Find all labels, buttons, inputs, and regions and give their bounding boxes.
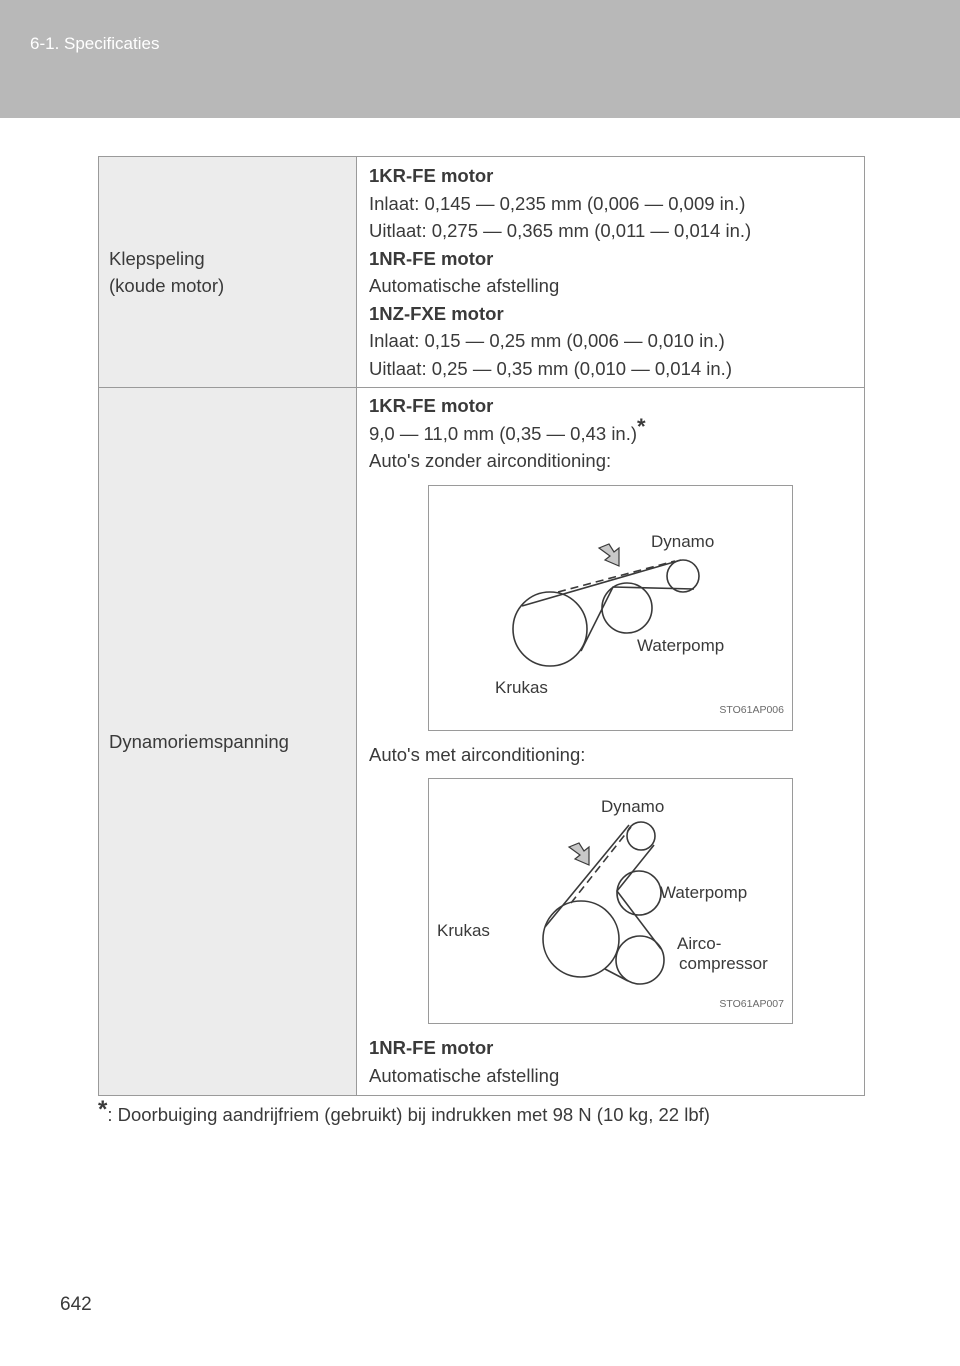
table-row-klepspeling — [99, 157, 865, 388]
spec-line: Inlaat: 0,15 — 0,25 mm (0,006 — 0,010 in.) — [369, 330, 725, 351]
engine-heading: 1KR-FE motor — [369, 165, 494, 186]
belt-diagram-no-ac — [428, 485, 793, 731]
spec-line: Uitlaat: 0,275 — 0,365 mm (0,011 — 0,014 in.) — [369, 220, 752, 241]
label-line: (koude motor) — [109, 275, 225, 296]
dynamo-pulley — [667, 560, 699, 592]
engine-heading: 1NR-FE motor — [369, 247, 494, 269]
crankshaft-pulley — [543, 901, 619, 977]
label-dynamo: Dynamo — [651, 531, 715, 551]
engine-heading: 1KR-FE motor — [369, 395, 494, 416]
section-title: 6-1. Specificaties — [30, 34, 160, 53]
belt-routing-drawing — [429, 486, 792, 730]
waterpump-pulley — [602, 583, 652, 633]
row-label-dynamoriemspanning: Dynamoriemspanning — [99, 388, 357, 1096]
row-value-klepspeling — [357, 157, 865, 388]
engine-heading: 1NZ-FXE motor — [369, 302, 504, 324]
row-label-klepspeling — [99, 157, 357, 388]
crankshaft-pulley — [513, 592, 587, 666]
label-airco: Airco- — [677, 934, 722, 953]
belt-deflection-spec: 9,0 — 11,0 mm (0,35 — 0,43 in.) — [369, 422, 638, 444]
push-arrow — [599, 544, 619, 566]
label-dynamo: Dynamo — [601, 797, 665, 816]
asterisk-mark: * — [98, 1096, 108, 1123]
row-value-dynamoriemspanning — [357, 388, 865, 1096]
label-krukas: Krukas — [437, 921, 490, 940]
spec-line — [369, 413, 854, 448]
dynamo-pulley — [627, 822, 655, 850]
footnote — [98, 1096, 710, 1126]
push-arrow — [569, 843, 589, 865]
label-line: Klepspeling — [109, 247, 205, 269]
spec-line: Auto's zonder airconditioning: — [369, 450, 612, 471]
label-krukas: Krukas — [495, 677, 548, 697]
figure-code: STO61AP006 — [719, 704, 784, 716]
label-waterpomp: Waterpomp — [637, 635, 725, 655]
engine-heading: 1NR-FE motor — [369, 1037, 494, 1058]
spec-line: Automatische afstelling — [369, 1064, 560, 1086]
page-number: 642 — [60, 1294, 92, 1315]
spec-line: Inlaat: 0,145 — 0,235 mm (0,006 — 0,009 in.) — [369, 192, 746, 214]
spec-line: Uitlaat: 0,25 — 0,35 mm (0,010 — 0,014 in.) — [369, 357, 732, 379]
asterisk-mark: * — [637, 413, 646, 439]
spec-line: Automatische afstelling — [369, 275, 560, 296]
table-row-dynamoriemspanning — [99, 388, 865, 1096]
label-waterpomp: Waterpomp — [660, 883, 748, 902]
spec-line: Auto's met airconditioning: — [369, 743, 586, 765]
spec-table — [98, 156, 865, 1096]
label-compressor: compressor — [679, 954, 768, 973]
page-header — [0, 0, 960, 118]
belt-diagram-with-ac — [428, 778, 793, 1024]
waterpump-pulley — [617, 871, 661, 915]
footnote-text: : Doorbuiging aandrijfriem (gebruikt) bij indrukken met 98 N (10 kg, 22 lbf) — [107, 1104, 710, 1125]
figure-code: STO61AP007 — [719, 997, 784, 1010]
